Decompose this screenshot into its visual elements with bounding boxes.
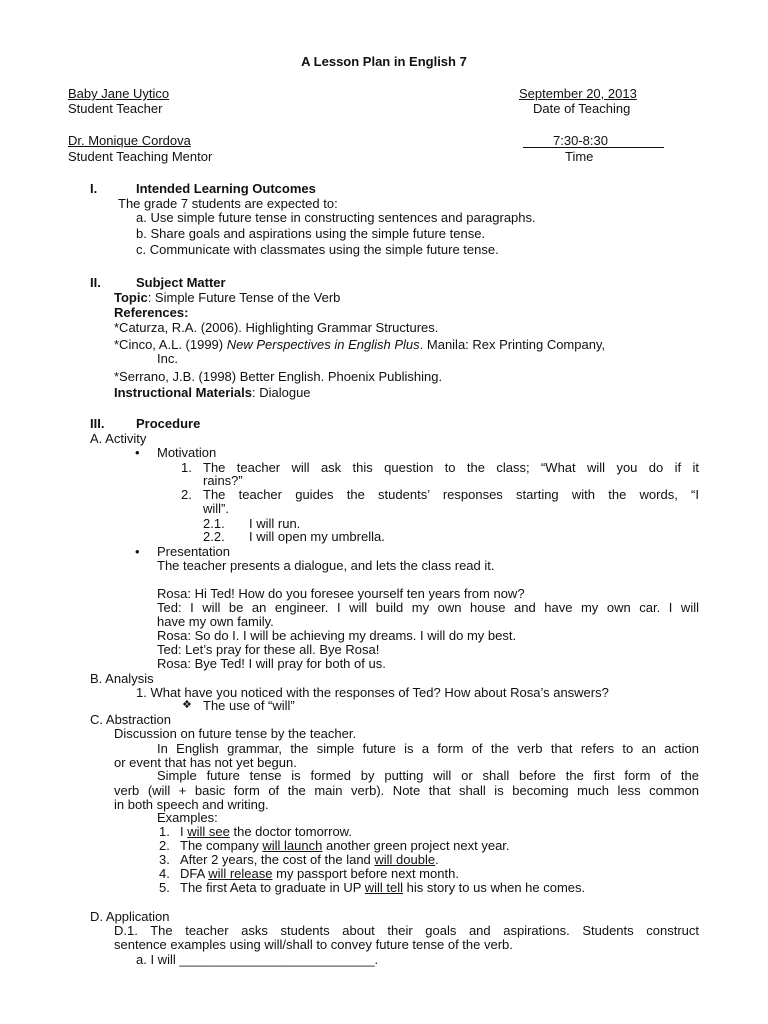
section1-heading: Intended Learning Outcomes [136, 181, 316, 196]
motivation-1-number: 1. [181, 460, 192, 475]
topic-value: : Simple Future Tense of the Verb [147, 290, 341, 305]
example-1-pre: I [180, 824, 188, 839]
example-5-verb: will tell [364, 880, 404, 895]
outcome-a: a. Use simple future tense in constructing sentences and paragraphs. [136, 210, 536, 225]
reference-2-publisher: . Manila: Rex Printing Company, [419, 337, 606, 352]
topic-label: Topic [114, 290, 148, 305]
dialogue-line-1: Rosa: Hi Ted! How do you foresee yourself ten years from now? [157, 586, 525, 601]
application-d1-line1: D.1. The teacher asks students about their goals and aspirations. Students construct [114, 923, 699, 938]
motivation-2-1-text: I will run. [249, 516, 301, 531]
reference-2-continued: Inc. [157, 351, 178, 366]
section3-number: III. [90, 416, 105, 431]
student-teacher-label: Student Teacher [68, 101, 163, 116]
motivation-2-2-number: 2.2. [203, 529, 225, 544]
time-field [523, 133, 664, 148]
date-label: Date of Teaching [533, 101, 631, 116]
example-2-pre: The company [180, 838, 263, 853]
dialogue-line-4: Ted: Let’s pray for these all. Bye Rosa! [157, 642, 380, 657]
abstraction-para1-line2: or event that has not yet begun. [114, 755, 297, 770]
example-4-post: my passport before next month. [272, 866, 459, 881]
materials-label: Instructional Materials [114, 385, 252, 400]
example-3-pre: After 2 years, the cost of the land [180, 852, 375, 867]
example-3-verb: will double [374, 852, 436, 867]
abstraction-para2-line2: verb (will + basic form of the main verb). Note that shall is becoming much less common [114, 783, 699, 798]
example-1 [180, 824, 352, 839]
application-d1a-blank: a. I will ___________________________. [136, 952, 379, 967]
time-value: 7:30-8:30 [553, 133, 608, 148]
bullet-icon: • [135, 445, 140, 460]
reference-2-author: *Cinco, A.L. (1999) [114, 337, 227, 352]
reference-2-title: New Perspectives in English Plus [226, 337, 420, 352]
section1-number: I. [90, 181, 98, 196]
example-4-pre: DFA [180, 866, 209, 881]
dialogue-line-2: Ted: I will be an engineer. I will build my own house and have my own car. I will [157, 600, 699, 615]
example-2-verb: will launch [262, 838, 323, 853]
motivation-1-line2: rains?” [203, 473, 243, 488]
reference-3: *Serrano, J.B. (1998) Better English. Phoenix Publishing. [114, 369, 443, 384]
presentation-text: The teacher presents a dialogue, and lets the class read it. [157, 558, 495, 573]
examples-label: Examples: [157, 810, 218, 825]
dialogue-line-3: Rosa: So do I. I will be achieving my dreams. I will do my best. [157, 628, 517, 643]
example-1-post: the doctor tomorrow. [229, 824, 352, 839]
section1-intro: The grade 7 students are expected to: [118, 196, 338, 211]
application-label: D. Application [90, 909, 170, 924]
diamond-bullet-icon: ❖ [182, 699, 192, 711]
abstraction-intro: Discussion on future tense by the teacher. [114, 726, 357, 741]
section2-heading: Subject Matter [136, 275, 226, 290]
analysis-bullet-text: The use of “will” [203, 698, 295, 713]
motivation-2-line2: will”. [203, 501, 229, 516]
abstraction-para2-line1: Simple future tense is formed by putting will or shall before the first form of the [157, 768, 699, 783]
outcome-b: b. Share goals and aspirations using the simple future tense. [136, 226, 486, 241]
references-label: References: [114, 305, 189, 320]
motivation-2-1-number: 2.1. [203, 516, 225, 531]
example-1-verb: will see [187, 824, 230, 839]
example-2-number: 2. [159, 838, 170, 853]
analysis-label: B. Analysis [90, 671, 154, 686]
topic-line [114, 290, 340, 305]
reference-1: *Caturza, R.A. (2006). Highlighting Grammar Structures. [114, 320, 439, 335]
bullet-icon: • [135, 544, 140, 559]
example-3-post: . [435, 852, 439, 867]
activity-label: A. Activity [90, 431, 147, 446]
abstraction-para1-line1: In English grammar, the simple future is a form of the verb that refers to an action [157, 741, 699, 756]
abstraction-para2-line3: in both speech and writing. [114, 797, 269, 812]
motivation-2-2-text: I will open my umbrella. [249, 529, 385, 544]
analysis-question-1: 1. What have you noticed with the responses of Ted? How about Rosa’s answers? [136, 685, 609, 700]
reference-2 [114, 337, 605, 352]
section3-heading: Procedure [136, 416, 201, 431]
abstraction-label: C. Abstraction [90, 712, 171, 727]
motivation-2-line1: The teacher guides the students’ responses starting with the words, “I [203, 487, 699, 502]
example-3-number: 3. [159, 852, 170, 867]
example-5-post: his story to us when he comes. [403, 880, 586, 895]
example-2-post: another green project next year. [322, 838, 510, 853]
mentor-name: Dr. Monique Cordova [68, 133, 191, 148]
example-2 [180, 838, 510, 853]
example-4-number: 4. [159, 866, 170, 881]
mentor-label: Student Teaching Mentor [68, 149, 213, 164]
time-label: Time [565, 149, 594, 164]
example-3 [180, 852, 439, 867]
outcome-c: c. Communicate with classmates using the simple future tense. [136, 242, 499, 257]
materials-value: : Dialogue [251, 385, 311, 400]
example-4 [180, 866, 459, 881]
example-1-number: 1. [159, 824, 170, 839]
example-5-number: 5. [159, 880, 170, 895]
application-d1-line2: sentence examples using will/shall to convey future tense of the verb. [114, 937, 513, 952]
motivation-1-line1: The teacher will ask this question to the class; “What will you do if it [203, 460, 699, 475]
materials-line [114, 385, 311, 400]
page-title: A Lesson Plan in English 7 [301, 54, 467, 69]
section2-number: II. [90, 275, 101, 290]
example-5 [180, 880, 585, 895]
date-value: September 20, 2013 [519, 86, 637, 101]
motivation-2-number: 2. [181, 487, 192, 502]
dialogue-line-2-continued: have my own family. [157, 614, 274, 629]
example-5-pre: The first Aeta to graduate in UP [180, 880, 365, 895]
dialogue-line-5: Rosa: Bye Ted! I will pray for both of us. [157, 656, 386, 671]
example-4-verb: will release [208, 866, 273, 881]
student-teacher-name: Baby Jane Uytico [68, 86, 170, 101]
presentation-label: Presentation [157, 544, 230, 559]
motivation-label: Motivation [157, 445, 217, 460]
